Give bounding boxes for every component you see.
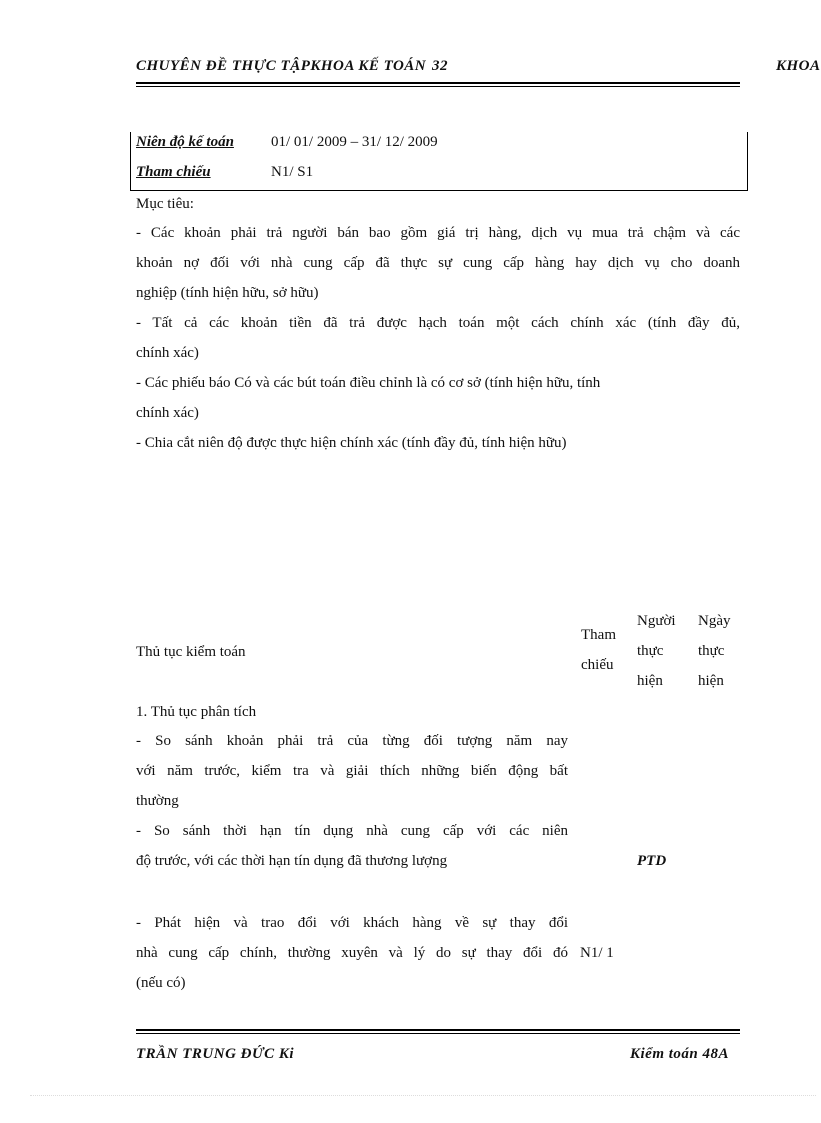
procedure-line: độ trước, với các thời hạn tín dụng đã thương lượng [136, 853, 448, 869]
footer-author: TRẦN TRUNG ĐỨC Ki [136, 1046, 295, 1062]
objective-line: - Chia cắt niên độ được thực hiện chính xác (tính đầy đủ, tính hiện hữu) [136, 435, 567, 451]
col-date-header: Ngày thực hiện [698, 613, 731, 689]
procedure-line: (nếu có) [136, 975, 186, 991]
procedure-line: - So sánh khoản phải trả của từng đối tượng năm nay [136, 733, 568, 749]
nien-do-label: Niên độ kế toán [136, 134, 234, 150]
header-right: KHOA [776, 58, 821, 74]
procedure-line: - So sánh thời hạn tín dụng nhà cung cấp với các niên [136, 823, 568, 839]
objectives-heading: Mục tiêu: [136, 196, 194, 212]
header-title: CHUYÊN ĐỀ THỰC TẬPKHOA KẾ TOÁN [136, 58, 427, 74]
performer-value: PTD [637, 853, 667, 869]
nien-do-value: 01/ 01/ 2009 – 31/ 12/ 2009 [271, 134, 438, 150]
objective-line: - Các phiếu báo Có và các bút toán điều chỉnh là có cơ sở (tính hiện hữu, tính [136, 375, 601, 391]
footer-rule [136, 1029, 740, 1034]
col-reference-header: Tham chiếu [581, 627, 616, 673]
page-edge-divider [30, 1095, 816, 1096]
procedure-line: nhà cung cấp chính, thường xuyên và lý do sự thay đổi đó [136, 945, 568, 961]
reference-value: N1/ 1 [580, 945, 614, 961]
procedure-line: - Phát hiện và trao đổi với khách hàng về sự thay đổi [136, 915, 568, 931]
objective-line: nghiệp (tính hiện hữu, sở hữu) [136, 285, 319, 301]
objective-line: - Tất cả các khoản tiền đã trả được hạch toán một cách chính xác (tính đầy đủ, [136, 315, 740, 331]
objective-line: - Các khoản phải trả người bán bao gồm giá trị hàng, dịch vụ mua trả chậm và các [136, 225, 740, 241]
objective-line: chính xác) [136, 345, 199, 361]
page-number: 32 [432, 58, 448, 74]
footer-class: Kiểm toán 48A [630, 1046, 730, 1062]
col-performer-header: Người thực hiện [637, 613, 676, 689]
tham-chieu-value: N1/ S1 [271, 164, 314, 180]
procedure-line: với năm trước, kiểm tra và giải thích những biến động bất [136, 763, 568, 779]
col-procedure-header: Thủ tục kiểm toán [136, 644, 246, 660]
procedure-line: thường [136, 793, 179, 809]
header-rule [136, 82, 740, 87]
objective-line: khoản nợ đối với nhà cung cấp đã thực sự cung cấp hàng hay dịch vụ cho doanh [136, 255, 740, 271]
objective-line: chính xác) [136, 405, 199, 421]
tham-chieu-label: Tham chiếu [136, 164, 211, 180]
section-title: 1. Thủ tục phân tích [136, 704, 257, 720]
